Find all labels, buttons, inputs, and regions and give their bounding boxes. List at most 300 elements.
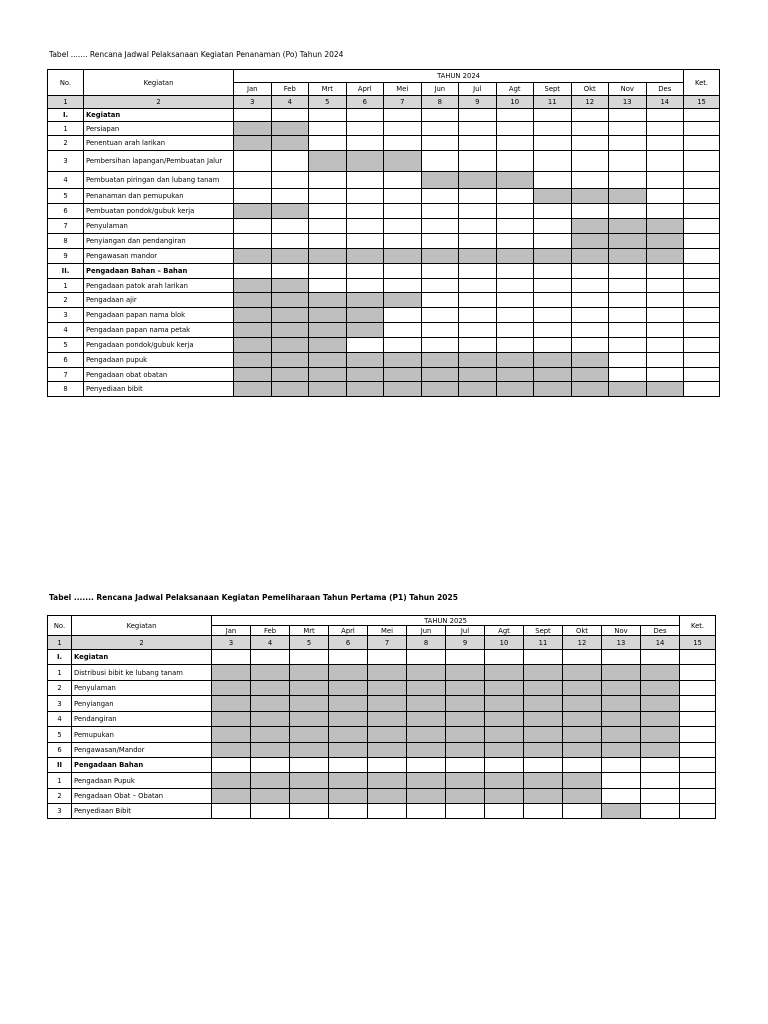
schedule-cell-active (234, 293, 272, 308)
schedule-cell (609, 172, 647, 189)
header-row (48, 70, 720, 83)
schedule-cell-active (534, 368, 572, 382)
schedule-cell-active (641, 681, 680, 696)
remarks-cell (684, 122, 720, 136)
schedule-cell (646, 293, 684, 308)
schedule-cell (309, 172, 347, 189)
schedule-cell (309, 122, 347, 136)
row-number: I. (48, 109, 84, 122)
activity-row (48, 249, 720, 264)
schedule-cell (459, 204, 497, 219)
remarks-cell (684, 382, 720, 397)
schedule-cell-active (290, 743, 329, 758)
activity-row (48, 279, 720, 293)
remarks-cell (684, 338, 720, 353)
remarks-cell (680, 773, 716, 789)
remarks-cell (684, 189, 720, 204)
schedule-cell-active (329, 681, 368, 696)
activity-row (48, 696, 716, 712)
schedule-cell-active (641, 727, 680, 743)
schedule-cell-active (602, 727, 641, 743)
schedule-cell-active (646, 382, 684, 397)
schedule-cell (346, 204, 384, 219)
schedule-cell-active (251, 789, 290, 804)
schedule-cell-active (329, 773, 368, 789)
schedule-cell-active (459, 382, 497, 397)
schedule-cell (309, 136, 347, 151)
schedule-cell (534, 136, 572, 151)
activity-row (48, 323, 720, 338)
schedule-cell (346, 189, 384, 204)
schedule-cell (524, 804, 563, 819)
schedule-cell (421, 234, 459, 249)
remarks-cell (684, 234, 720, 249)
schedule-cell-active (271, 204, 309, 219)
activity-label: Pembuatan pondok/gubuk kerja (84, 204, 234, 219)
schedule-cell (496, 109, 534, 122)
column-number: 6 (346, 96, 384, 109)
schedule-cell (459, 122, 497, 136)
schedule-cell (534, 109, 572, 122)
activity-label: Pengadaan Bahan – Bahan (84, 264, 234, 279)
schedule-cell (271, 219, 309, 234)
schedule-cell-active (571, 353, 609, 368)
schedule-cell-active (563, 696, 602, 712)
schedule-cell-active (329, 665, 368, 681)
planting-schedule-table (47, 69, 720, 397)
schedule-cell (407, 650, 446, 665)
schedule-cell (646, 204, 684, 219)
schedule-cell-active (571, 234, 609, 249)
activity-row (48, 353, 720, 368)
column-number-row (48, 636, 716, 650)
column-number: 12 (571, 96, 609, 109)
schedule-cell (609, 323, 647, 338)
schedule-cell (459, 219, 497, 234)
schedule-cell (346, 234, 384, 249)
schedule-cell (234, 189, 272, 204)
row-number: 3 (48, 308, 84, 323)
schedule-cell (496, 293, 534, 308)
schedule-cell (534, 308, 572, 323)
month-header: Jan (234, 83, 272, 96)
schedule-cell-active (407, 789, 446, 804)
schedule-cell (459, 234, 497, 249)
activity-row (48, 804, 716, 819)
schedule-cell-active (485, 681, 524, 696)
schedule-cell-active (602, 804, 641, 819)
schedule-cell-active (641, 665, 680, 681)
remarks-cell (684, 109, 720, 122)
schedule-cell (641, 789, 680, 804)
schedule-cell-active (524, 773, 563, 789)
remarks-cell (684, 323, 720, 338)
schedule-cell-active (446, 712, 485, 727)
schedule-cell-active (485, 696, 524, 712)
schedule-cell-active (251, 681, 290, 696)
remarks-cell (680, 696, 716, 712)
schedule-cell-active (234, 122, 272, 136)
month-header: Des (641, 626, 680, 636)
schedule-cell-active (290, 773, 329, 789)
activity-row (48, 789, 716, 804)
schedule-cell-active (346, 382, 384, 397)
remarks-cell (680, 665, 716, 681)
schedule-cell (534, 338, 572, 353)
schedule-cell-active (346, 353, 384, 368)
schedule-cell (609, 308, 647, 323)
schedule-cell-active (251, 727, 290, 743)
schedule-cell (609, 204, 647, 219)
schedule-cell-active (329, 743, 368, 758)
schedule-cell (421, 189, 459, 204)
month-header: Okt (571, 83, 609, 96)
schedule-cell (609, 151, 647, 172)
schedule-cell-active (271, 308, 309, 323)
column-number: 10 (496, 96, 534, 109)
section-row (48, 758, 716, 773)
schedule-cell-active (251, 696, 290, 712)
schedule-cell-active (271, 136, 309, 151)
schedule-cell (571, 151, 609, 172)
activity-row (48, 136, 720, 151)
remarks-cell (684, 353, 720, 368)
row-number: 6 (48, 353, 84, 368)
schedule-cell (641, 650, 680, 665)
table2-caption: Tabel ....... Rencana Jadwal Pelaksanaan Kegiatan Pemeliharaan Tahun Pertama (P1) Tahun 2025 (49, 593, 458, 602)
month-header: Okt (563, 626, 602, 636)
schedule-cell-active (524, 696, 563, 712)
activity-row (48, 219, 720, 234)
schedule-cell (384, 323, 422, 338)
remarks-cell (684, 219, 720, 234)
schedule-cell-active (496, 353, 534, 368)
schedule-cell (646, 264, 684, 279)
activity-row (48, 204, 720, 219)
schedule-cell-active (271, 279, 309, 293)
schedule-cell (346, 279, 384, 293)
schedule-cell (309, 264, 347, 279)
row-number: 8 (48, 234, 84, 249)
activity-label: Pengadaan obat obatan (84, 368, 234, 382)
schedule-cell-active (641, 712, 680, 727)
schedule-cell (534, 264, 572, 279)
month-header: Mei (368, 626, 407, 636)
schedule-cell (309, 109, 347, 122)
column-number: 12 (563, 636, 602, 650)
schedule-cell (459, 109, 497, 122)
schedule-cell (496, 279, 534, 293)
schedule-cell (571, 293, 609, 308)
schedule-cell (421, 279, 459, 293)
schedule-cell-active (309, 368, 347, 382)
schedule-cell (212, 650, 251, 665)
header-year: TAHUN 2024 (234, 70, 684, 83)
schedule-cell (602, 789, 641, 804)
schedule-cell (459, 151, 497, 172)
schedule-cell-active (524, 681, 563, 696)
schedule-cell (534, 151, 572, 172)
schedule-cell (346, 172, 384, 189)
schedule-cell-active (251, 712, 290, 727)
schedule-cell (641, 758, 680, 773)
activity-row (48, 712, 716, 727)
schedule-cell-active (234, 382, 272, 397)
schedule-cell-active (212, 681, 251, 696)
schedule-cell (646, 308, 684, 323)
schedule-cell-active (524, 727, 563, 743)
activity-label: Pengadaan papan nama petak (84, 323, 234, 338)
schedule-cell-active (234, 353, 272, 368)
schedule-cell-active (234, 136, 272, 151)
schedule-cell (384, 189, 422, 204)
schedule-cell-active (290, 712, 329, 727)
schedule-cell (646, 189, 684, 204)
schedule-cell (368, 758, 407, 773)
activity-label: Pengadaan patok arah larikan (84, 279, 234, 293)
schedule-cell-active (271, 323, 309, 338)
schedule-cell (609, 122, 647, 136)
activity-row (48, 151, 720, 172)
schedule-cell-active (309, 323, 347, 338)
month-header: Jul (459, 83, 497, 96)
schedule-cell-active (212, 727, 251, 743)
schedule-cell (563, 758, 602, 773)
schedule-cell-active (446, 727, 485, 743)
row-number: 3 (48, 696, 72, 712)
schedule-cell (421, 323, 459, 338)
schedule-cell (309, 204, 347, 219)
schedule-cell (271, 189, 309, 204)
schedule-cell (571, 323, 609, 338)
schedule-cell (271, 234, 309, 249)
schedule-cell (459, 323, 497, 338)
schedule-cell-active (384, 293, 422, 308)
column-number: 9 (446, 636, 485, 650)
activity-label: Pengawasan mandor (84, 249, 234, 264)
schedule-cell (421, 151, 459, 172)
schedule-cell-active (212, 696, 251, 712)
row-number: 2 (48, 293, 84, 308)
schedule-cell-active (646, 219, 684, 234)
schedule-cell-active (309, 382, 347, 397)
schedule-cell-active (421, 249, 459, 264)
schedule-cell (571, 204, 609, 219)
schedule-cell-active (563, 665, 602, 681)
schedule-cell-active (524, 665, 563, 681)
table1-caption: Tabel ....... Rencana Jadwal Pelaksanaan Kegiatan Penanaman (Po) Tahun 2024 (49, 50, 344, 59)
schedule-cell-active (212, 743, 251, 758)
schedule-cell-active (407, 696, 446, 712)
schedule-cell (271, 109, 309, 122)
activity-label: Pemupukan (72, 727, 212, 743)
schedule-cell-active (485, 665, 524, 681)
schedule-cell (496, 264, 534, 279)
schedule-cell-active (329, 727, 368, 743)
activity-label: Penanaman dan pemupukan (84, 189, 234, 204)
schedule-cell-active (571, 368, 609, 382)
remarks-cell (680, 650, 716, 665)
schedule-cell-active (234, 368, 272, 382)
schedule-cell (346, 136, 384, 151)
schedule-cell-active (384, 368, 422, 382)
schedule-cell-active (446, 696, 485, 712)
remarks-cell (684, 279, 720, 293)
schedule-cell (271, 151, 309, 172)
month-header: Agt (496, 83, 534, 96)
column-number: 6 (329, 636, 368, 650)
maintenance-schedule-table (47, 615, 716, 819)
schedule-cell (534, 234, 572, 249)
schedule-cell-active (421, 368, 459, 382)
remarks-cell (684, 204, 720, 219)
schedule-cell (524, 758, 563, 773)
schedule-cell (496, 204, 534, 219)
schedule-cell (609, 109, 647, 122)
schedule-cell-active (496, 368, 534, 382)
column-number: 2 (84, 96, 234, 109)
month-header: Nov (602, 626, 641, 636)
schedule-cell-active (609, 219, 647, 234)
schedule-cell (421, 109, 459, 122)
schedule-cell-active (271, 353, 309, 368)
schedule-cell-active (421, 172, 459, 189)
activity-row (48, 189, 720, 204)
schedule-cell-active (563, 789, 602, 804)
schedule-cell-active (407, 773, 446, 789)
schedule-cell (609, 264, 647, 279)
schedule-cell-active (251, 743, 290, 758)
row-number: II. (48, 264, 84, 279)
schedule-cell (646, 151, 684, 172)
activity-row (48, 172, 720, 189)
schedule-cell (329, 804, 368, 819)
header-ket: Ket. (684, 70, 720, 96)
schedule-cell-active (534, 353, 572, 368)
month-header: Feb (271, 83, 309, 96)
activity-label: Penentuan arah larikan (84, 136, 234, 151)
schedule-cell (446, 804, 485, 819)
schedule-cell-active (485, 727, 524, 743)
schedule-cell (534, 293, 572, 308)
column-number: 11 (524, 636, 563, 650)
row-number: 2 (48, 789, 72, 804)
schedule-cell (368, 804, 407, 819)
schedule-cell (421, 219, 459, 234)
row-number: 9 (48, 249, 84, 264)
schedule-cell (234, 264, 272, 279)
schedule-cell-active (485, 743, 524, 758)
row-number: 1 (48, 665, 72, 681)
section-row (48, 650, 716, 665)
schedule-cell-active (641, 743, 680, 758)
schedule-cell-active (407, 743, 446, 758)
schedule-cell-active (346, 323, 384, 338)
column-number: 1 (48, 636, 72, 650)
schedule-cell-active (407, 681, 446, 696)
activity-row (48, 681, 716, 696)
schedule-cell-active (346, 293, 384, 308)
schedule-cell (609, 279, 647, 293)
activity-row (48, 122, 720, 136)
month-header: Feb (251, 626, 290, 636)
schedule-cell (212, 758, 251, 773)
schedule-cell (329, 650, 368, 665)
schedule-cell-active (346, 368, 384, 382)
column-number-row (48, 96, 720, 109)
schedule-cell-active (524, 743, 563, 758)
schedule-cell (384, 136, 422, 151)
activity-label: Kegiatan (72, 650, 212, 665)
column-number: 7 (384, 96, 422, 109)
schedule-cell-active (271, 122, 309, 136)
schedule-cell-active (446, 665, 485, 681)
schedule-cell (234, 172, 272, 189)
header-row (48, 616, 716, 626)
schedule-cell-active (384, 382, 422, 397)
schedule-cell (496, 151, 534, 172)
schedule-cell-active (563, 681, 602, 696)
row-number: 3 (48, 151, 84, 172)
schedule-cell (571, 279, 609, 293)
row-number: 4 (48, 323, 84, 338)
schedule-cell-active (368, 773, 407, 789)
header-kegiatan: Kegiatan (84, 70, 234, 96)
schedule-cell (485, 804, 524, 819)
schedule-cell-active (421, 382, 459, 397)
header-kegiatan: Kegiatan (72, 616, 212, 636)
remarks-cell (684, 136, 720, 151)
schedule-cell-active (309, 353, 347, 368)
schedule-cell-active (646, 249, 684, 264)
schedule-cell-active (251, 773, 290, 789)
schedule-cell (563, 650, 602, 665)
schedule-cell (496, 234, 534, 249)
schedule-cell-active (234, 338, 272, 353)
activity-label: Penyediaan Bibit (72, 804, 212, 819)
column-number: 3 (212, 636, 251, 650)
remarks-cell (680, 789, 716, 804)
row-number: II (48, 758, 72, 773)
schedule-cell-active (485, 712, 524, 727)
activity-label: Distribusi bibit ke lubang tanam (72, 665, 212, 681)
schedule-cell (646, 338, 684, 353)
schedule-cell-active (309, 308, 347, 323)
schedule-cell (496, 122, 534, 136)
schedule-cell-active (271, 338, 309, 353)
schedule-cell (646, 136, 684, 151)
remarks-cell (684, 249, 720, 264)
schedule-cell (534, 204, 572, 219)
schedule-cell (609, 368, 647, 382)
schedule-cell-active (609, 249, 647, 264)
schedule-cell-active (571, 219, 609, 234)
remarks-cell (684, 368, 720, 382)
schedule-cell-active (446, 789, 485, 804)
schedule-cell-active (309, 293, 347, 308)
schedule-cell (602, 773, 641, 789)
row-number: 1 (48, 773, 72, 789)
schedule-cell (384, 219, 422, 234)
schedule-cell-active (329, 696, 368, 712)
schedule-cell (234, 219, 272, 234)
schedule-cell-active (346, 308, 384, 323)
schedule-cell (384, 264, 422, 279)
schedule-cell-active (309, 249, 347, 264)
schedule-cell (534, 219, 572, 234)
activity-label: Pengadaan Pupuk (72, 773, 212, 789)
month-header: Jan (212, 626, 251, 636)
